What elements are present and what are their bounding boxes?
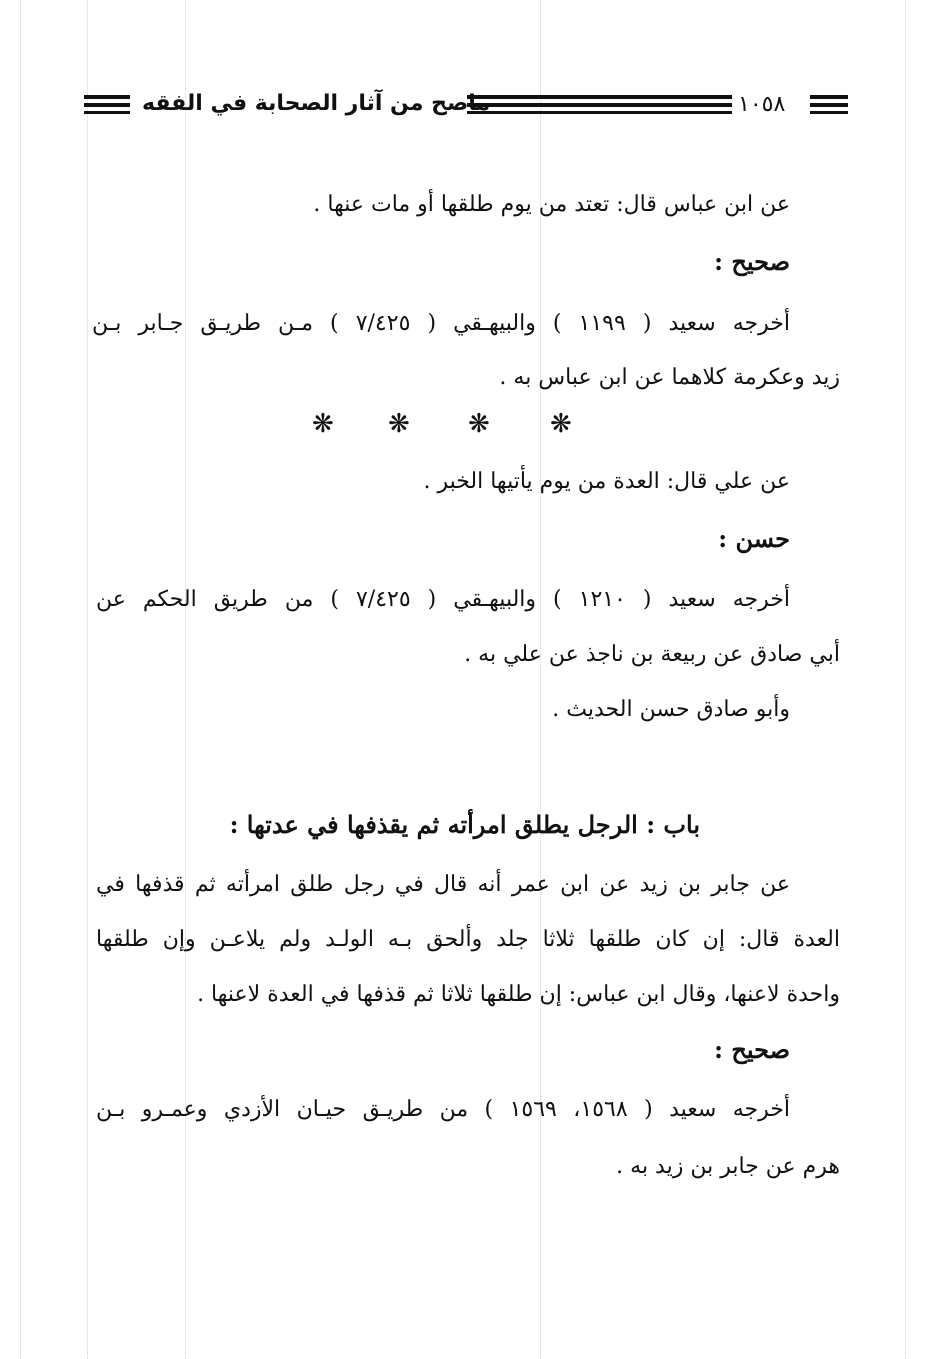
scan-artifact-line	[905, 0, 906, 1359]
section-separator	[300, 407, 600, 441]
takhrij-line: أبي صادق عن ربيعة بن ناجذ عن علي به .	[464, 642, 840, 667]
header-rule-middle	[467, 95, 732, 118]
header-rule-right	[810, 95, 848, 118]
takhrij-line: زيد وعكرمة كلاهما عن ابن عباس به .	[499, 365, 840, 390]
athar-text: عن جابر بن زيد عن ابن عمر أنه قال في رجل طلق امرأته ثم قذفها في	[96, 872, 790, 897]
scan-artifact-line	[20, 0, 21, 1359]
grade-label: حسن :	[718, 524, 790, 553]
scan-artifact-line	[185, 0, 186, 1359]
hadith-note: وأبو صادق حسن الحديث .	[552, 697, 790, 722]
takhrij-line: أخرجه سعيد ( ١١٩٩ ) والبيهـقي ( ٧/٤٢٥ ) مـن طريـق جـابر بـن	[92, 311, 791, 336]
chapter-heading: باب : الرجل يطلق امرأته ثم يقذفها في عدتها :	[229, 810, 700, 839]
grade-label: صحيح :	[714, 1035, 790, 1064]
running-header	[82, 86, 848, 134]
athar-text: واحدة لاعنها، وقال ابن عباس: إن طلقها ثلاثا ثم قذفها في العدة لاعنها .	[197, 982, 840, 1007]
takhrij-line: أخرجه سعيد ( ١٥٦٨، ١٥٦٩ ) من طريـق حيـان الأزدي وعمـرو بـن	[96, 1097, 791, 1122]
grade-label: صحيح :	[714, 247, 790, 276]
asterism-icon: ❋	[468, 409, 490, 439]
header-rule-left	[84, 95, 130, 118]
takhrij-line: هرم عن جابر بن زيد به .	[616, 1154, 840, 1179]
asterism-icon: ❋	[550, 409, 572, 439]
athar-text: عن علي قال: العدة من يوم يأتيها الخبر .	[423, 469, 790, 494]
takhrij-line: أخرجه سعيد ( ١٢١٠ ) والبيهـقي ( ٧/٤٢٥ ) من طريق الحكم عن	[96, 587, 790, 612]
athar-text: العدة قال: إن كان طلقها ثلاثا جلد وألحق بـه الولـد ولم يلاعـن وإن طلقها	[96, 927, 840, 952]
asterism-icon: ❋	[388, 409, 410, 439]
scan-artifact-line	[87, 0, 88, 1359]
book-title: ماصح من آثار الصحابة في الفقه	[142, 91, 491, 116]
page-number: ١٠٥٨	[738, 92, 786, 117]
athar-text: عن ابن عباس قال: تعتد من يوم طلقها أو مات عنها .	[313, 192, 790, 217]
asterism-icon: ❋	[312, 409, 334, 439]
